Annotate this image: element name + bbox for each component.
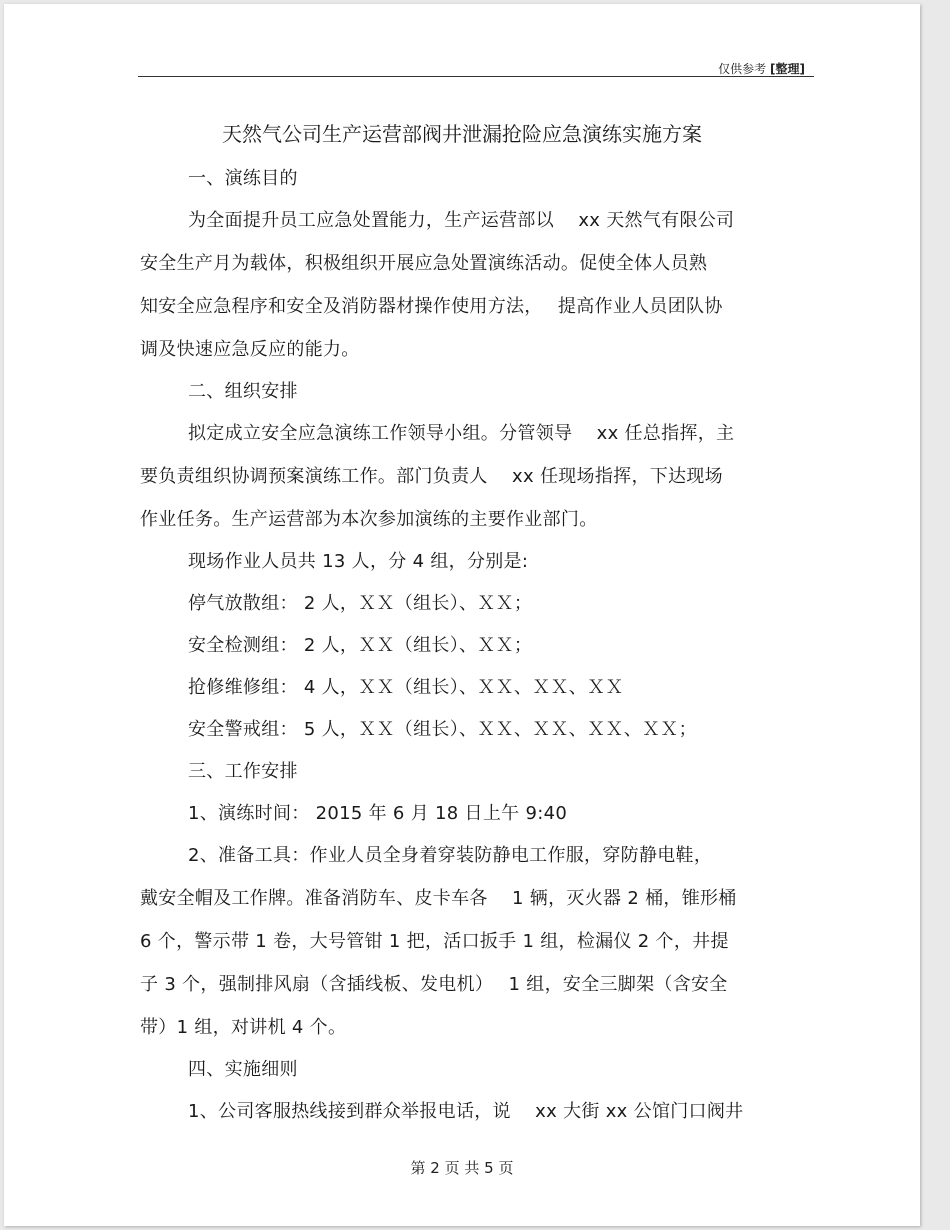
header-note-bracket: [整理] (770, 62, 805, 76)
document-title: 天然气公司生产运营部阀井泄漏抢险应急演练实施方案 (222, 122, 702, 146)
paragraph-line: 现场作业人员共 13 人，分 4 组，分别是: (188, 551, 529, 572)
paragraph-line: 子 3 个，强制排风扇（含插线板、发电机） 1 组，安全三脚架（含安全 (140, 974, 728, 995)
paragraph-line: 带）1 组，对讲机 4 个。 (140, 1017, 347, 1038)
paragraph-line: 2、准备工具：作业人员全身着穿装防静电工作服，穿防静电鞋， (188, 845, 713, 866)
paragraph-line: 6 个，警示带 1 卷，大号管钳 1 把，活口扳手 1 组，检漏仪 2 个，井提 (140, 931, 729, 952)
section-heading-4: 四、实施细则 (188, 1059, 298, 1080)
paragraph-line: 知安全应急程序和安全及消防器材操作使用方法， 提高作业人员团队协 (140, 296, 723, 317)
document-page (4, 4, 920, 1226)
group-line: 安全检测组： 2 人，ＸＸ（组长）、ＸＸ； (188, 635, 533, 656)
paragraph-line: 1、公司客服热线接到群众举报电话，说 xx 大街 xx 公馆门口阀井 (188, 1101, 744, 1122)
page-footer: 第 2 页 共 5 页 (410, 1159, 514, 1177)
paragraph-line: 安全生产月为载体，积极组织开展应急处置演练活动。促使全体人员熟 (140, 253, 708, 274)
header-note-text: 仅供参考 (718, 62, 767, 76)
section-heading-1: 一、演练目的 (188, 168, 298, 189)
section-heading-2: 二、组织安排 (188, 381, 298, 402)
paragraph-line: 为全面提升员工应急处置能力，生产运营部以 xx 天然气有限公司 (188, 210, 735, 231)
paragraph-line: 调及快速应急反应的能力。 (140, 339, 360, 360)
group-line: 安全警戒组： 5 人，ＸＸ（组长）、ＸＸ、ＸＸ、ＸＸ、ＸＸ； (188, 719, 697, 740)
paragraph-line: 拟定成立安全应急演练工作领导小组。分管领导 xx 任总指挥，主 (188, 423, 735, 444)
header-note (718, 60, 805, 77)
group-line: 停气放散组： 2 人，ＸＸ（组长）、ＸＸ； (188, 593, 533, 614)
paragraph-line: 作业任务。生产运营部为本次参加演练的主要作业部门。 (140, 509, 598, 530)
paragraph-line: 戴安全帽及工作牌。准备消防车、皮卡车各 1 辆，灭火器 2 桶，锥形桶 (140, 888, 737, 909)
section-heading-3: 三、工作安排 (188, 761, 298, 782)
group-line: 抢修维修组： 4 人，ＸＸ（组长）、ＸＸ、ＸＸ、ＸＸ (188, 677, 624, 698)
paragraph-line: 要负责组织协调预案演练工作。部门负责人 xx 任现场指挥，下达现场 (140, 466, 723, 487)
paragraph-line: 1、演练时间： 2015 年 6 月 18 日上午 9:40 (188, 803, 568, 824)
header-rule (138, 76, 814, 77)
